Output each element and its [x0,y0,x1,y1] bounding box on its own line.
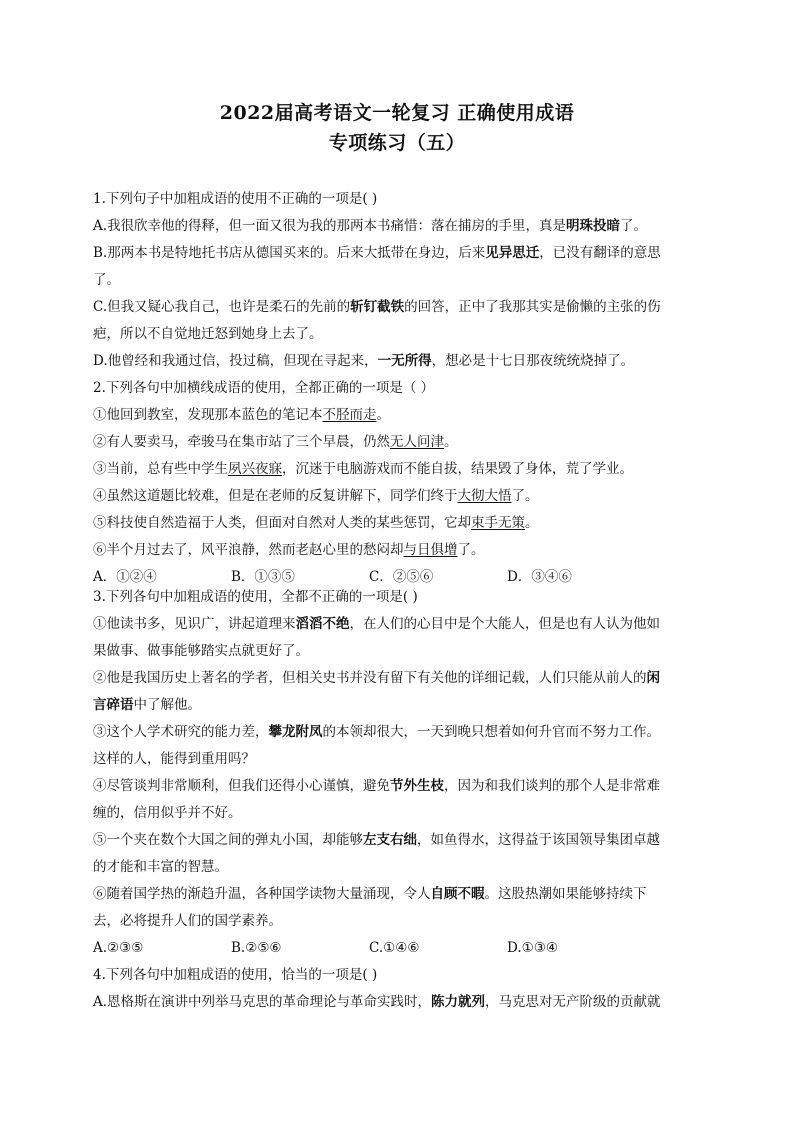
q1-option-c-cont: 疤，所以不自觉地迁怒到她身上去了。 [93,326,323,342]
text: A.恩格斯在演讲中列举马克思的革命理论与革命实践时， [93,994,432,1010]
q4-option-a [93,993,693,1011]
q1-option-b-cont: 了。 [93,272,120,288]
text: ①他读书多，见识广，讲起道理来 [93,616,296,632]
q3-item-2 [93,669,693,687]
q3-item-5-cont: 的才能和丰富的智慧。 [93,859,228,875]
underlined-idiom: 夙兴夜寐 [228,461,282,477]
underlined-idiom: 束手无策 [471,515,525,531]
bold-idiom: 斩钉截铁 [350,299,405,315]
text: ，因为和我们谈判的那个人是非常难 [444,778,660,794]
text: ④虽然这道题比较难，但是在老师的反复讲解下，同学们终于 [93,488,458,504]
bold-idiom: 攀龙附凤 [268,724,323,740]
text: 了。 [457,542,485,558]
q3-item-6-cont: 去，必将提升人们的国学素养。 [93,913,282,929]
q2-item-5 [93,514,693,532]
q2-item-3 [93,460,693,478]
text: A.我很欣幸他的得释，但一面又很为我的那两本书痛惜：落在捕房的手里，真是 [93,218,567,234]
q3-option-a: A.②③⑤ [93,940,144,956]
bold-idiom: 明珠投暗 [566,218,621,234]
text: ⑤一个夹在数个大国之间的弹丸小国，却能够 [93,832,363,848]
text: 的回答，正中了我那其实是偷懒的主张的伤 [404,299,661,315]
q2-options [93,568,693,586]
q2-item-2 [93,433,693,451]
q3-option-b: B.②⑤⑥ [231,940,282,956]
underlined-idiom: 与日俱增 [403,542,458,558]
q3-item-2-cont [93,696,693,714]
q3-item-3-cont: 这样的人，能得到重用吗？ [93,751,255,767]
text: ⑥半个月过去了，风平浪静，然而老赵心里的愁闷却 [93,542,404,558]
bold-idiom: 陈力就列 [431,994,486,1010]
q2-stem: 2.下列各句中加横线成语的使用，全都正确的一项是（ ） [93,380,435,396]
text: ①他回到教室，发现那本蓝色的笔记本 [93,407,323,423]
text: 。 [525,515,539,531]
q2-item-6 [93,541,693,559]
document-title: 2022届高考语文一轮复习 正确使用成语 [219,102,575,124]
q1-option-d [93,352,693,370]
q2-option-b: B．①③⑤ [231,569,295,585]
text: ⑤科技使自然造福于人类，但面对自然对人类的某些惩罚，它却 [93,515,471,531]
q1-option-c [93,298,693,316]
text: ④尽管谈判非常顺利，但我们还得小心谨慎，避免 [93,778,390,794]
q3-stem: 3.下列各句中加粗成语的使用，全都不正确的一项是( ) [93,589,418,605]
q2-option-a: A．①②④ [93,569,157,585]
bold-idiom: 左支右绌 [363,832,417,848]
underlined-idiom: 大彻大悟 [457,488,512,504]
text: C.但我又疑心我自己，也许是柔石的先前的 [93,299,351,315]
text: ，在人们的心目中是个大能人，但是也有人认为他如 [349,616,660,632]
q3-item-1-cont: 果做事、做事能够踏实点就更好了。 [93,643,309,659]
q3-item-3 [93,723,693,741]
bold-idiom: 滔滔不绝 [295,616,350,632]
bold-idiom: 言碎语 [93,697,134,713]
text: D.他曾经和我通过信，投过稿，但现在寻起来， [93,353,378,369]
text: ，如鱼得水，这得益于该国领导集团卓越 [417,832,660,848]
q3-option-d: D.①③④ [507,940,558,956]
text: ②有人要卖马，牵骏马在集市站了三个早晨，仍然 [93,434,390,450]
text: ⑥随着国学热的渐趋升温，各种国学读物大量涌现，令人 [93,886,431,902]
document-subtitle: 专项练习（五） [328,132,466,154]
text: 。这股热潮如果能够持续下 [484,886,647,902]
q3-item-4-cont: 缠的，信用似乎并不好。 [93,805,242,821]
bold-idiom: 自顾不暇 [430,886,485,902]
q3-item-6 [93,885,693,903]
text: ，马克思对无产阶级的贡献就 [485,994,661,1010]
text: ③当前，总有些中学生 [93,461,228,477]
text: 的本领却很大，一天到晚只想着如何升官而不努力工作。 [322,724,660,740]
q2-option-c: C．②⑤⑥ [369,569,434,585]
underlined-idiom: 无人问津 [390,434,444,450]
q2-item-1 [93,406,693,424]
text: 。 [444,434,458,450]
text: B.那两本书是特地托书店从德国买来的。后来大抵带在身边，后来 [93,245,486,261]
bold-idiom: 闲 [646,670,660,686]
text: 中了解他。 [133,697,201,713]
q3-item-4 [93,777,693,795]
text: ②他是我国历史上著名的学者，但相关史书并没有留下有关他的详细记载，人们只能从前人的 [93,670,647,686]
underlined-idiom: 不胫而走 [322,407,377,423]
q3-item-5 [93,831,693,849]
bold-idiom: 见异思迁 [485,245,540,261]
q1-option-b [93,244,693,262]
text: ，已没有翻译的意思 [539,245,661,261]
q2-item-4 [93,487,693,505]
q1-option-a [93,217,693,235]
text: 了。 [511,488,539,504]
q4-stem: 4.下列各句中加粗成语的使用，恰当的一项是( ) [93,967,378,983]
text: 。 [376,407,390,423]
q3-options [93,939,693,957]
q1-stem: 1.下列句子中加粗成语的使用不正确的一项是( ) [93,191,378,207]
text: ，想必是十七日那夜统统烧掉了。 [431,353,635,369]
q2-option-d: D．③④⑥ [507,569,572,585]
q3-item-1 [93,615,693,633]
text: ③这个人学术研究的能力差， [93,724,269,740]
q3-option-c: C.①④⑥ [369,940,420,956]
bold-idiom: 一无所得 [377,353,432,369]
text: 了。 [620,218,648,234]
text: ，沉迷于电脑游戏而不能自拔，结果毁了身体，荒了学业。 [282,461,633,477]
bold-idiom: 节外生枝 [390,778,444,794]
